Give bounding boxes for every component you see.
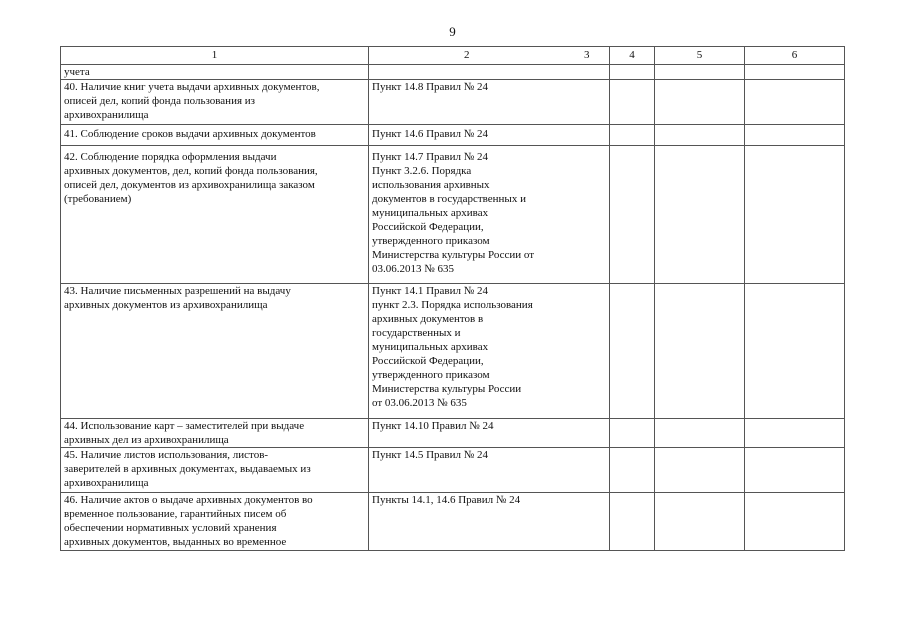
page-number: 9 <box>449 24 456 39</box>
table-header-row <box>61 47 845 65</box>
requirement-cell: учета <box>61 65 369 80</box>
column-header: 3 <box>565 47 610 65</box>
empty-cell <box>610 146 655 284</box>
requirement-cell: 46. Наличие актов о выдаче архивных документов во временное пользование, гарантийных писем об обеспечении нормативных условий хранения архивных документов, выданных во временное <box>61 493 369 551</box>
reference-cell: Пункт 14.7 Правил № 24 Пункт 3.2.6. Порядка использования архивных документов в государственных и муниципальных архивах Российской Федерации, утвержденного приказом Министерства культуры России от 03.06.2013 № 635 <box>369 146 610 284</box>
empty-cell <box>745 80 845 125</box>
reference-cell: Пункты 14.1, 14.6 Правил № 24 <box>369 493 610 551</box>
column-header: 5 <box>655 47 745 65</box>
requirement-cell: 44. Использование карт – заместителей при выдаче архивных дел из архивохранилища <box>61 419 369 448</box>
empty-cell <box>655 125 745 146</box>
empty-cell <box>655 65 745 80</box>
table-row <box>61 65 845 80</box>
empty-cell <box>610 284 655 419</box>
checklist-table <box>60 46 845 551</box>
empty-cell <box>655 493 745 551</box>
requirement-cell: 42. Соблюдение порядка оформления выдачи архивных документов, дел, копий фонда пользования, описей дел, документов из архивохранилища заказом (требованием) <box>61 146 369 284</box>
table-row <box>61 125 845 146</box>
empty-cell <box>745 284 845 419</box>
empty-cell <box>655 146 745 284</box>
empty-cell <box>610 80 655 125</box>
empty-cell <box>655 80 745 125</box>
reference-cell: Пункт 14.10 Правил № 24 <box>369 419 610 448</box>
reference-cell: Пункт 14.1 Правил № 24 пункт 2.3. Порядка использования архивных документов в государственных и муниципальных архивах Российской Федерации, утвержденного приказом Министерства культуры России от 03.06.2013 № 635 <box>369 284 610 419</box>
column-header: 1 <box>61 47 369 65</box>
empty-cell <box>655 419 745 448</box>
table-row <box>61 284 845 419</box>
column-header: 4 <box>610 47 655 65</box>
reference-cell: Пункт 14.8 Правил № 24 <box>369 80 610 125</box>
reference-cell: Пункт 14.5 Правил № 24 <box>369 448 610 493</box>
empty-cell <box>655 284 745 419</box>
empty-cell <box>745 146 845 284</box>
reference-cell: Пункт 14.6 Правил № 24 <box>369 125 610 146</box>
empty-cell <box>745 125 845 146</box>
table-row <box>61 419 845 448</box>
column-header: 6 <box>745 47 845 65</box>
table-row <box>61 493 845 551</box>
empty-cell <box>610 419 655 448</box>
empty-cell <box>745 493 845 551</box>
empty-cell <box>610 448 655 493</box>
empty-cell <box>745 419 845 448</box>
empty-cell <box>610 493 655 551</box>
requirement-cell: 41. Соблюдение сроков выдачи архивных документов <box>61 125 369 146</box>
requirement-cell: 45. Наличие листов использования, листов- заверителей в архивных документах, выдаваемых из архивохранилища <box>61 448 369 493</box>
empty-cell <box>655 448 745 493</box>
table-row <box>61 80 845 125</box>
empty-cell <box>610 65 655 80</box>
table-row <box>61 146 845 284</box>
empty-cell <box>745 65 845 80</box>
reference-cell <box>369 65 610 80</box>
column-header: 2 <box>369 47 565 65</box>
empty-cell <box>745 448 845 493</box>
empty-cell <box>610 125 655 146</box>
requirement-cell: 43. Наличие письменных разрешений на выдачу архивных документов из архивохранилища <box>61 284 369 419</box>
requirement-cell: 40. Наличие книг учета выдачи архивных документов, описей дел, копий фонда пользования из архивохранилища <box>61 80 369 125</box>
table-row <box>61 448 845 493</box>
